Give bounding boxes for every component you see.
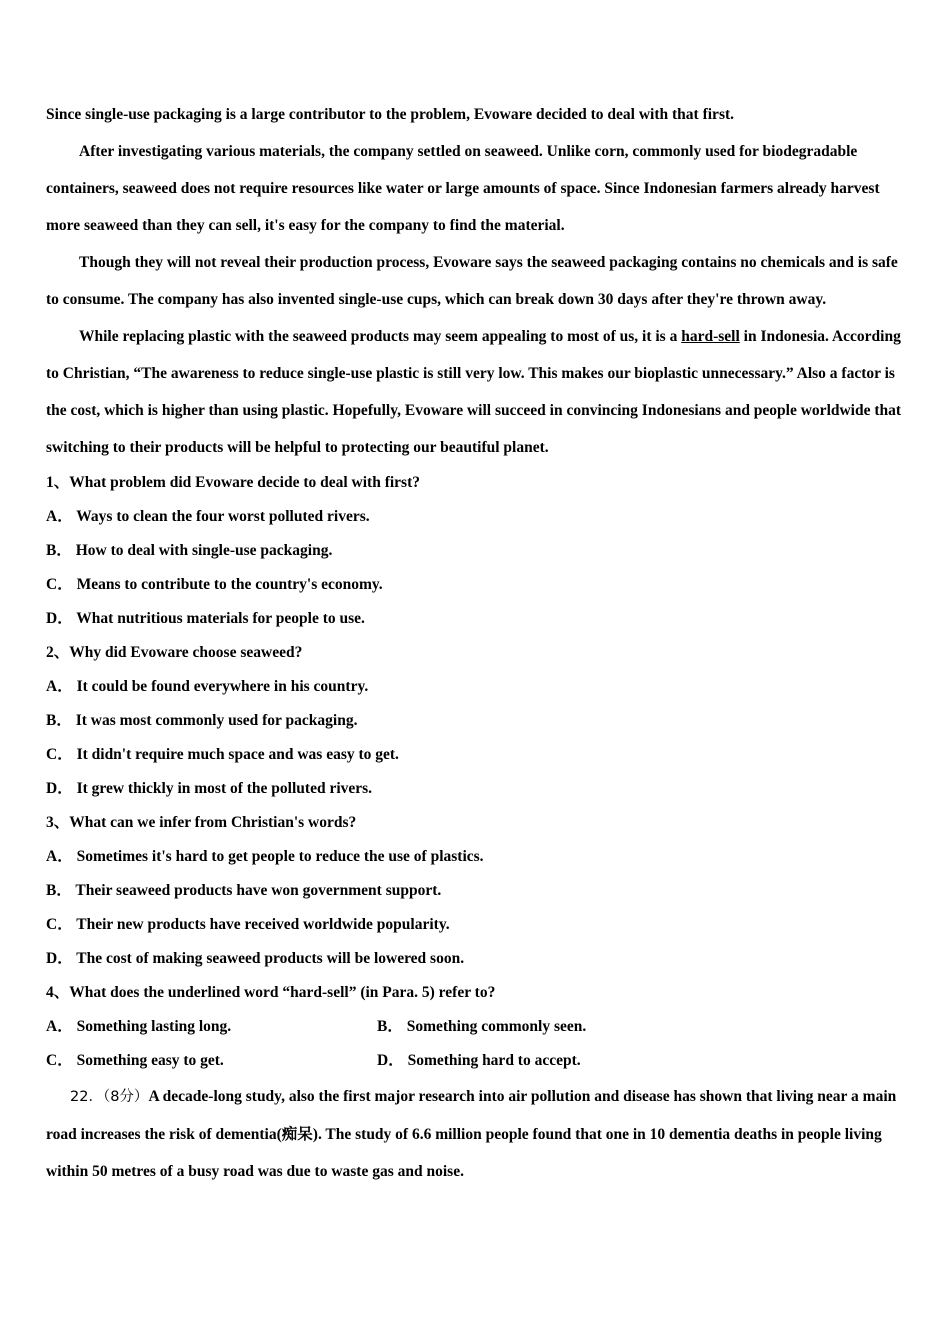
document-content bbox=[46, 96, 904, 1190]
option-d: D． The cost of making seaweed products will be lowered soon. bbox=[46, 950, 465, 967]
question-2 bbox=[46, 636, 904, 806]
option-b: B． Something commonly seen. bbox=[377, 1018, 587, 1035]
option-a: A． Something lasting long. bbox=[46, 1018, 232, 1035]
option-row-cd bbox=[46, 1044, 904, 1078]
option-c: C． Means to contribute to the country's economy. bbox=[46, 576, 383, 593]
passage-paragraph-1: Since single-use packaging is a large contributor to the problem, Evoware decided to deal with that first. bbox=[46, 106, 735, 123]
item-text: A decade-long study, also the first major research into air pollution and disease has shown that living near a main road increases the risk of dementia(痴呆). The study of 6.6 million people found that one in 10 dementia deaths in people living within 50 metres of a busy road was due to waste gas and noise. bbox=[46, 1088, 897, 1180]
option-a: A． It could be found everywhere in his country. bbox=[46, 678, 369, 695]
passage-paragraph-3: Though they will not reveal their production process, Evoware says the seaweed packaging contains no chemicals and is safe to consume. The company has also invented single-use cups, which can break down 30 days after they're thrown away. bbox=[46, 254, 898, 308]
option-c: C． Something easy to get. bbox=[46, 1052, 224, 1069]
paragraph-4-after: in Indonesia. According to Christian, “The awareness to reduce single-use plastic is still very low. This makes our bioplastic unnecessary.” Also a factor is the cost, which is higher than using plastic. Hopefully, Evoware will succeed in convincing Indonesians and people worldwide that switching to their products will be helpful to protecting our beautiful planet. bbox=[46, 328, 902, 456]
item-number: 22． bbox=[70, 1089, 103, 1105]
option-c: C． Their new products have received worldwide popularity. bbox=[46, 916, 450, 933]
question-4 bbox=[46, 976, 904, 1078]
passage-paragraph-2: After investigating various materials, the company settled on seaweed. Unlike corn, commonly used for biodegradable containers, seaweed does not require resources like water or large amounts of space. Since Indonesian farmers already harvest more seaweed than they can sell, it's easy for the company to find the material. bbox=[46, 143, 880, 234]
question-stem: 4、What does the underlined word “hard-sell” (in Para. 5) refer to? bbox=[46, 984, 496, 1001]
option-d: D． Something hard to accept. bbox=[377, 1052, 581, 1069]
underlined-word-hard-sell: hard-sell bbox=[681, 328, 740, 345]
question-stem: 1、What problem did Evoware decide to deal with first? bbox=[46, 474, 421, 491]
option-b: B． It was most commonly used for packaging. bbox=[46, 712, 358, 729]
option-b: B． Their seaweed products have won government support. bbox=[46, 882, 442, 899]
option-row-ab bbox=[46, 1010, 904, 1044]
option-a: A． Sometimes it's hard to get people to reduce the use of plastics. bbox=[46, 848, 484, 865]
question-stem: 2、Why did Evoware choose seaweed? bbox=[46, 644, 303, 661]
item-score: （8分） bbox=[102, 1089, 149, 1105]
question-3 bbox=[46, 806, 904, 976]
option-c: C． It didn't require much space and was easy to get. bbox=[46, 746, 399, 763]
question-stem: 3、What can we infer from Christian's words? bbox=[46, 814, 357, 831]
passage-paragraph-4 bbox=[46, 318, 904, 466]
next-item-paragraph bbox=[46, 1078, 904, 1190]
paragraph-4-before: While replacing plastic with the seaweed products may seem appealing to most of us, it is a bbox=[79, 328, 682, 345]
option-d: D． It grew thickly in most of the polluted rivers. bbox=[46, 780, 373, 797]
option-a: A． Ways to clean the four worst polluted rivers. bbox=[46, 508, 370, 525]
question-1 bbox=[46, 466, 904, 636]
option-b: B． How to deal with single-use packaging. bbox=[46, 542, 333, 559]
option-d: D． What nutritious materials for people to use. bbox=[46, 610, 365, 627]
